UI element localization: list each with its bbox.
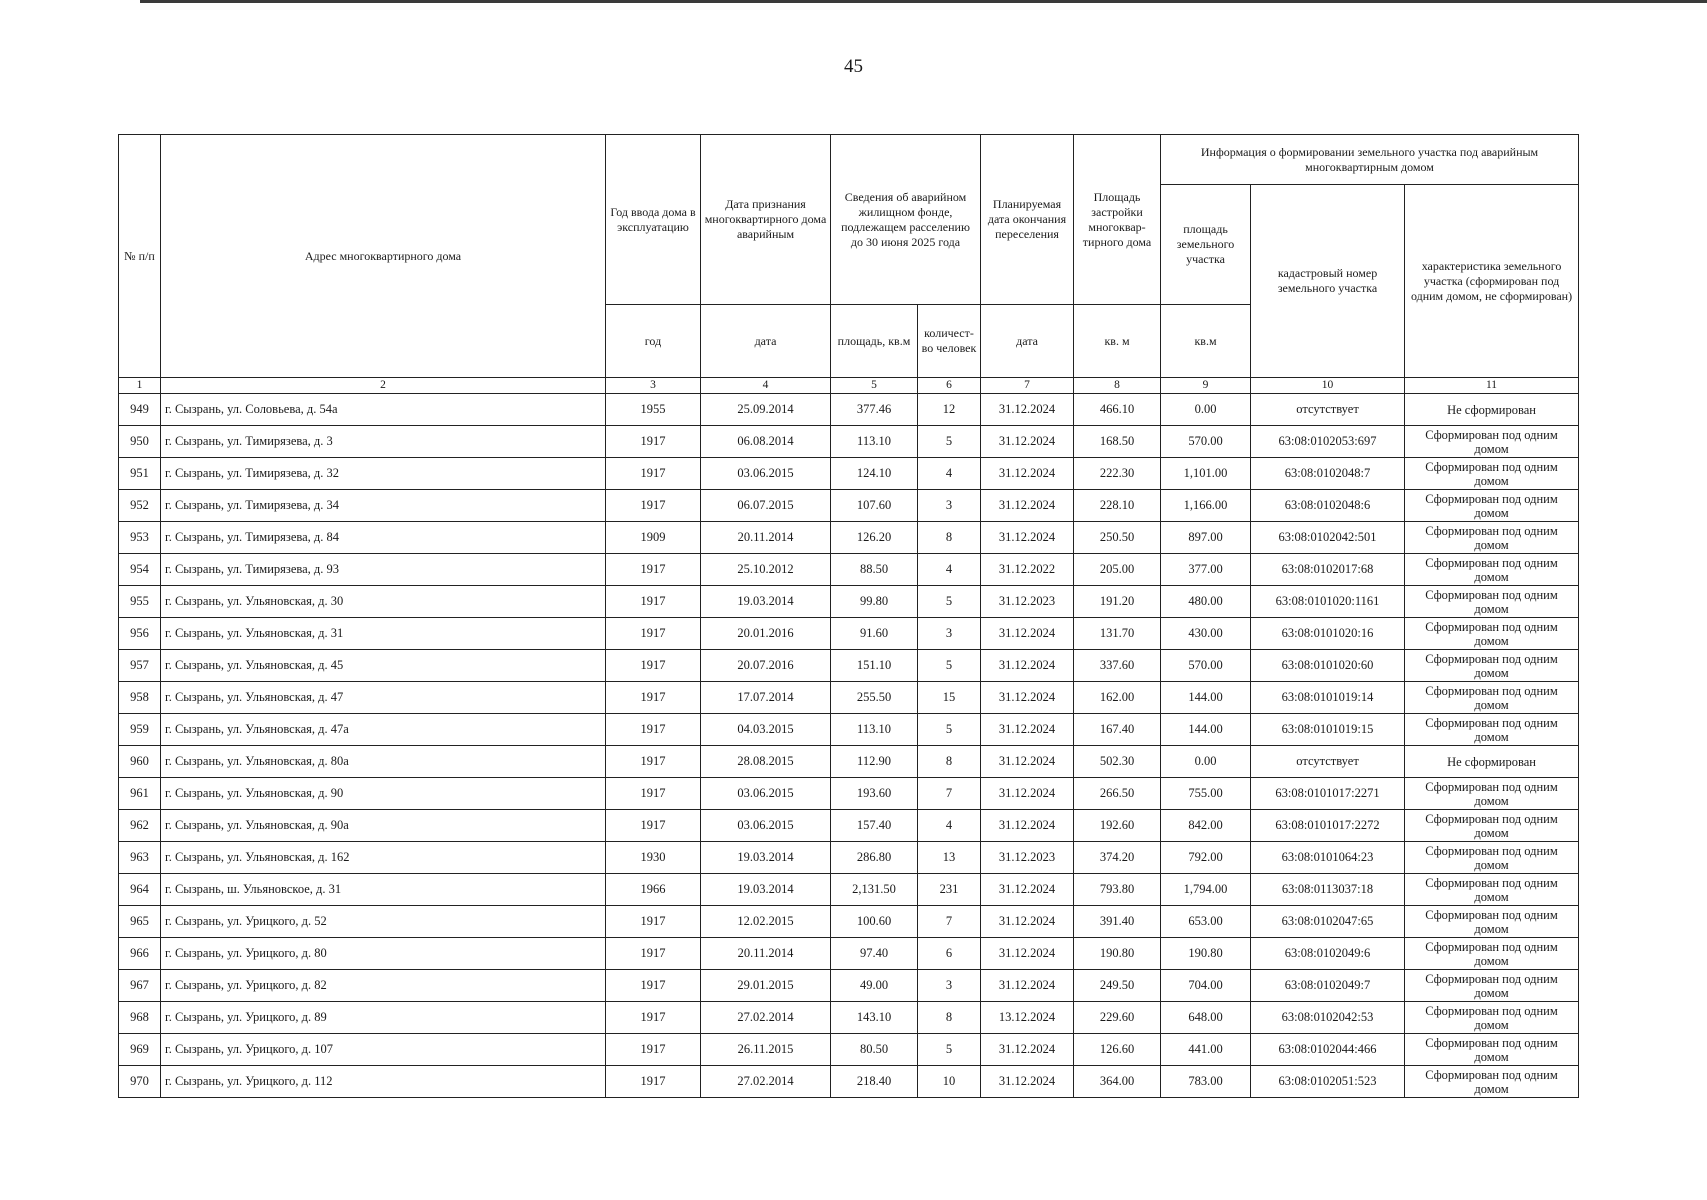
row-emergency-area: 255.50 [831, 682, 918, 714]
row-date-recognized: 20.11.2014 [701, 938, 831, 970]
table-header [119, 135, 1579, 394]
row-emergency-area: 2,131.50 [831, 874, 918, 906]
row-land-area: 0.00 [1161, 394, 1251, 426]
row-land-characteristic: Сформирован под одним домом [1405, 714, 1579, 746]
column-number: 4 [701, 378, 831, 394]
row-people-count: 5 [918, 426, 981, 458]
header-address: Адрес многоквартирного дома [161, 135, 606, 378]
emergency-housing-table [118, 134, 1579, 1098]
row-land-characteristic: Сформирован под одним домом [1405, 1002, 1579, 1034]
row-year: 1917 [606, 586, 701, 618]
row-address: г. Сызрань, ул. Ульяновская, д. 162 [161, 842, 606, 874]
table-row [119, 1034, 1579, 1066]
row-land-area: 755.00 [1161, 778, 1251, 810]
table-row [119, 778, 1579, 810]
row-number: 956 [119, 618, 161, 650]
table-row [119, 458, 1579, 490]
row-address: г. Сызрань, ул. Урицкого, д. 107 [161, 1034, 606, 1066]
row-people-count: 10 [918, 1066, 981, 1098]
row-land-area: 704.00 [1161, 970, 1251, 1002]
row-land-area: 792.00 [1161, 842, 1251, 874]
row-building-area: 229.60 [1074, 1002, 1161, 1034]
row-planned-date: 31.12.2022 [981, 554, 1074, 586]
row-emergency-area: 126.20 [831, 522, 918, 554]
row-building-area: 205.00 [1074, 554, 1161, 586]
row-address: г. Сызрань, ул. Ульяновская, д. 31 [161, 618, 606, 650]
row-land-characteristic: Сформирован под одним домом [1405, 522, 1579, 554]
row-year: 1909 [606, 522, 701, 554]
row-land-characteristic: Сформирован под одним домом [1405, 426, 1579, 458]
column-number: 11 [1405, 378, 1579, 394]
row-address: г. Сызрань, ул. Ульяновская, д. 90а [161, 810, 606, 842]
row-date-recognized: 04.03.2015 [701, 714, 831, 746]
row-planned-date: 31.12.2024 [981, 746, 1074, 778]
row-emergency-area: 113.10 [831, 714, 918, 746]
row-land-area: 570.00 [1161, 650, 1251, 682]
row-year: 1917 [606, 906, 701, 938]
row-emergency-area: 49.00 [831, 970, 918, 1002]
row-year: 1917 [606, 1066, 701, 1098]
row-number: 960 [119, 746, 161, 778]
row-year: 1917 [606, 682, 701, 714]
row-people-count: 8 [918, 746, 981, 778]
table-row [119, 746, 1579, 778]
row-year: 1917 [606, 554, 701, 586]
row-year: 1966 [606, 874, 701, 906]
row-address: г. Сызрань, ул. Урицкого, д. 89 [161, 1002, 606, 1034]
scan-top-edge [140, 0, 1707, 3]
row-date-recognized: 03.06.2015 [701, 458, 831, 490]
table-row [119, 618, 1579, 650]
row-building-area: 191.20 [1074, 586, 1161, 618]
row-year: 1917 [606, 938, 701, 970]
row-emergency-area: 100.60 [831, 906, 918, 938]
row-year: 1917 [606, 618, 701, 650]
unit-people: количест-во человек [918, 305, 981, 378]
row-year: 1917 [606, 1002, 701, 1034]
unit-sqm-land: кв.м [1161, 305, 1251, 378]
row-year: 1917 [606, 650, 701, 682]
row-number: 970 [119, 1066, 161, 1098]
row-year: 1917 [606, 714, 701, 746]
row-people-count: 6 [918, 938, 981, 970]
row-land-characteristic: Сформирован под одним домом [1405, 554, 1579, 586]
row-cadastral-number: 63:08:0102017:68 [1251, 554, 1405, 586]
row-number: 959 [119, 714, 161, 746]
table-row [119, 554, 1579, 586]
row-cadastral-number: 63:08:0102048:7 [1251, 458, 1405, 490]
row-emergency-area: 91.60 [831, 618, 918, 650]
row-land-area: 1,101.00 [1161, 458, 1251, 490]
row-address: г. Сызрань, ул. Ульяновская, д. 45 [161, 650, 606, 682]
row-number: 954 [119, 554, 161, 586]
row-planned-date: 31.12.2023 [981, 842, 1074, 874]
row-emergency-area: 143.10 [831, 1002, 918, 1034]
row-building-area: 131.70 [1074, 618, 1161, 650]
row-address: г. Сызрань, ул. Тимирязева, д. 3 [161, 426, 606, 458]
table-row [119, 490, 1579, 522]
row-date-recognized: 28.08.2015 [701, 746, 831, 778]
row-cadastral-number: 63:08:0102049:6 [1251, 938, 1405, 970]
header-planned-date: Планируемая дата окончания переселения [981, 135, 1074, 305]
row-land-characteristic: Сформирован под одним домом [1405, 778, 1579, 810]
table-row [119, 842, 1579, 874]
row-number: 967 [119, 970, 161, 1002]
header-num: № п/п [119, 135, 161, 378]
row-planned-date: 31.12.2024 [981, 682, 1074, 714]
row-people-count: 231 [918, 874, 981, 906]
row-building-area: 250.50 [1074, 522, 1161, 554]
row-planned-date: 31.12.2024 [981, 426, 1074, 458]
row-address: г. Сызрань, ул. Ульяновская, д. 47а [161, 714, 606, 746]
row-year: 1955 [606, 394, 701, 426]
row-people-count: 8 [918, 1002, 981, 1034]
row-date-recognized: 20.11.2014 [701, 522, 831, 554]
table-row [119, 586, 1579, 618]
row-cadastral-number: 63:08:0101020:1161 [1251, 586, 1405, 618]
header-year-in: Год ввода дома в эксплуатацию [606, 135, 701, 305]
table-row [119, 650, 1579, 682]
row-land-area: 648.00 [1161, 1002, 1251, 1034]
row-number: 952 [119, 490, 161, 522]
unit-date: дата [701, 305, 831, 378]
row-number: 968 [119, 1002, 161, 1034]
row-cadastral-number: 63:08:0102053:697 [1251, 426, 1405, 458]
row-date-recognized: 12.02.2015 [701, 906, 831, 938]
row-planned-date: 31.12.2024 [981, 874, 1074, 906]
row-people-count: 5 [918, 1034, 981, 1066]
row-people-count: 3 [918, 970, 981, 1002]
row-address: г. Сызрань, ул. Ульяновская, д. 90 [161, 778, 606, 810]
row-cadastral-number: 63:08:0102051:523 [1251, 1066, 1405, 1098]
row-date-recognized: 03.06.2015 [701, 810, 831, 842]
row-date-recognized: 25.09.2014 [701, 394, 831, 426]
table-row [119, 874, 1579, 906]
row-cadastral-number: 63:08:0101017:2271 [1251, 778, 1405, 810]
row-cadastral-number: 63:08:0102047:65 [1251, 906, 1405, 938]
header-land-char: характеристика земельного участка (сформирован под одним домом, не сформирован) [1405, 185, 1579, 378]
row-emergency-area: 286.80 [831, 842, 918, 874]
column-number: 7 [981, 378, 1074, 394]
row-date-recognized: 27.02.2014 [701, 1066, 831, 1098]
column-number: 10 [1251, 378, 1405, 394]
row-building-area: 126.60 [1074, 1034, 1161, 1066]
row-building-area: 228.10 [1074, 490, 1161, 522]
row-building-area: 391.40 [1074, 906, 1161, 938]
row-cadastral-number: 63:08:0101019:15 [1251, 714, 1405, 746]
row-people-count: 5 [918, 650, 981, 682]
row-date-recognized: 29.01.2015 [701, 970, 831, 1002]
column-number: 1 [119, 378, 161, 394]
row-number: 965 [119, 906, 161, 938]
row-planned-date: 31.12.2023 [981, 586, 1074, 618]
row-planned-date: 31.12.2024 [981, 522, 1074, 554]
row-emergency-area: 193.60 [831, 778, 918, 810]
row-building-area: 466.10 [1074, 394, 1161, 426]
row-address: г. Сызрань, ул. Тимирязева, д. 34 [161, 490, 606, 522]
row-planned-date: 31.12.2024 [981, 714, 1074, 746]
row-cadastral-number: 63:08:0102044:466 [1251, 1034, 1405, 1066]
row-year: 1917 [606, 458, 701, 490]
table-body [119, 394, 1579, 1098]
row-address: г. Сызрань, ул. Урицкого, д. 112 [161, 1066, 606, 1098]
row-planned-date: 31.12.2024 [981, 970, 1074, 1002]
row-number: 961 [119, 778, 161, 810]
row-land-area: 144.00 [1161, 682, 1251, 714]
column-number: 3 [606, 378, 701, 394]
column-number: 8 [1074, 378, 1161, 394]
row-planned-date: 31.12.2024 [981, 906, 1074, 938]
row-planned-date: 31.12.2024 [981, 1034, 1074, 1066]
row-emergency-area: 107.60 [831, 490, 918, 522]
row-year: 1917 [606, 778, 701, 810]
row-date-recognized: 27.02.2014 [701, 1002, 831, 1034]
table-row [119, 682, 1579, 714]
row-land-area: 842.00 [1161, 810, 1251, 842]
table-row [119, 1066, 1579, 1098]
row-address: г. Сызрань, ул. Ульяновская, д. 47 [161, 682, 606, 714]
row-date-recognized: 06.07.2015 [701, 490, 831, 522]
row-land-area: 570.00 [1161, 426, 1251, 458]
row-land-characteristic: Не сформирован [1405, 394, 1579, 426]
row-number: 962 [119, 810, 161, 842]
row-planned-date: 31.12.2024 [981, 394, 1074, 426]
row-cadastral-number: отсутствует [1251, 394, 1405, 426]
column-number: 6 [918, 378, 981, 394]
row-people-count: 5 [918, 586, 981, 618]
row-cadastral-number: 63:08:0102049:7 [1251, 970, 1405, 1002]
row-cadastral-number: 63:08:0101017:2272 [1251, 810, 1405, 842]
row-number: 964 [119, 874, 161, 906]
row-cadastral-number: 63:08:0102042:53 [1251, 1002, 1405, 1034]
row-emergency-area: 157.40 [831, 810, 918, 842]
row-number: 955 [119, 586, 161, 618]
row-emergency-area: 151.10 [831, 650, 918, 682]
row-address: г. Сызрань, ул. Тимирязева, д. 84 [161, 522, 606, 554]
row-land-characteristic: Сформирован под одним домом [1405, 650, 1579, 682]
row-number: 958 [119, 682, 161, 714]
row-address: г. Сызрань, ул. Соловьева, д. 54а [161, 394, 606, 426]
column-number: 5 [831, 378, 918, 394]
row-building-area: 249.50 [1074, 970, 1161, 1002]
row-building-area: 167.40 [1074, 714, 1161, 746]
row-land-area: 1,794.00 [1161, 874, 1251, 906]
row-cadastral-number: 63:08:0101019:14 [1251, 682, 1405, 714]
unit-year: год [606, 305, 701, 378]
row-date-recognized: 19.03.2014 [701, 842, 831, 874]
row-land-area: 441.00 [1161, 1034, 1251, 1066]
row-emergency-area: 88.50 [831, 554, 918, 586]
row-people-count: 8 [918, 522, 981, 554]
row-land-characteristic: Сформирован под одним домом [1405, 1066, 1579, 1098]
row-land-area: 144.00 [1161, 714, 1251, 746]
table-row [119, 394, 1579, 426]
table-row [119, 970, 1579, 1002]
row-year: 1917 [606, 426, 701, 458]
row-address: г. Сызрань, ул. Урицкого, д. 80 [161, 938, 606, 970]
row-emergency-area: 377.46 [831, 394, 918, 426]
row-building-area: 168.50 [1074, 426, 1161, 458]
header-cadastral: кадастровый номер земельного участка [1251, 185, 1405, 378]
row-year: 1917 [606, 490, 701, 522]
row-land-characteristic: Сформирован под одним домом [1405, 810, 1579, 842]
row-land-characteristic: Сформирован под одним домом [1405, 682, 1579, 714]
row-planned-date: 31.12.2024 [981, 490, 1074, 522]
table-row [119, 810, 1579, 842]
table-row [119, 714, 1579, 746]
row-land-area: 1,166.00 [1161, 490, 1251, 522]
table-row [119, 1002, 1579, 1034]
row-planned-date: 13.12.2024 [981, 1002, 1074, 1034]
row-address: г. Сызрань, ул. Ульяновская, д. 80а [161, 746, 606, 778]
row-date-recognized: 20.07.2016 [701, 650, 831, 682]
row-emergency-area: 124.10 [831, 458, 918, 490]
row-address: г. Сызрань, ул. Урицкого, д. 82 [161, 970, 606, 1002]
row-number: 957 [119, 650, 161, 682]
row-date-recognized: 19.03.2014 [701, 874, 831, 906]
row-cadastral-number: 63:08:0113037:18 [1251, 874, 1405, 906]
row-address: г. Сызрань, ул. Тимирязева, д. 32 [161, 458, 606, 490]
row-address: г. Сызрань, ш. Ульяновское, д. 31 [161, 874, 606, 906]
row-people-count: 13 [918, 842, 981, 874]
row-land-area: 897.00 [1161, 522, 1251, 554]
row-land-area: 0.00 [1161, 746, 1251, 778]
row-number: 949 [119, 394, 161, 426]
header-land-info: Информация о формировании земельного участка под аварийным многоквартирным домом [1161, 135, 1579, 185]
row-planned-date: 31.12.2024 [981, 1066, 1074, 1098]
row-building-area: 222.30 [1074, 458, 1161, 490]
table-row [119, 426, 1579, 458]
row-cadastral-number: 63:08:0101020:16 [1251, 618, 1405, 650]
row-address: г. Сызрань, ул. Ульяновская, д. 30 [161, 586, 606, 618]
row-number: 951 [119, 458, 161, 490]
row-date-recognized: 25.10.2012 [701, 554, 831, 586]
header-date-recognized: Дата признания многоквартирного дома аварийным [701, 135, 831, 305]
column-number: 9 [1161, 378, 1251, 394]
table-row [119, 938, 1579, 970]
row-address: г. Сызрань, ул. Урицкого, д. 52 [161, 906, 606, 938]
row-cadastral-number: отсутствует [1251, 746, 1405, 778]
row-year: 1930 [606, 842, 701, 874]
row-planned-date: 31.12.2024 [981, 650, 1074, 682]
row-number: 953 [119, 522, 161, 554]
row-planned-date: 31.12.2024 [981, 458, 1074, 490]
table-row [119, 906, 1579, 938]
unit-area: площадь, кв.м [831, 305, 918, 378]
row-planned-date: 31.12.2024 [981, 778, 1074, 810]
header-land-area: площадь земельного участка [1161, 185, 1251, 305]
row-people-count: 12 [918, 394, 981, 426]
row-building-area: 337.60 [1074, 650, 1161, 682]
header-building-area: Площадь застройки многоквар-тирного дома [1074, 135, 1161, 305]
row-land-area: 377.00 [1161, 554, 1251, 586]
row-number: 969 [119, 1034, 161, 1066]
row-building-area: 374.20 [1074, 842, 1161, 874]
row-people-count: 5 [918, 714, 981, 746]
row-planned-date: 31.12.2024 [981, 618, 1074, 650]
unit-date-planned: дата [981, 305, 1074, 378]
row-address: г. Сызрань, ул. Тимирязева, д. 93 [161, 554, 606, 586]
row-land-characteristic: Сформирован под одним домом [1405, 490, 1579, 522]
row-land-characteristic: Сформирован под одним домом [1405, 842, 1579, 874]
row-emergency-area: 113.10 [831, 426, 918, 458]
row-land-area: 653.00 [1161, 906, 1251, 938]
row-cadastral-number: 63:08:0101020:60 [1251, 650, 1405, 682]
row-building-area: 364.00 [1074, 1066, 1161, 1098]
row-year: 1917 [606, 970, 701, 1002]
row-number: 966 [119, 938, 161, 970]
row-planned-date: 31.12.2024 [981, 938, 1074, 970]
row-land-characteristic: Не сформирован [1405, 746, 1579, 778]
unit-sqm: кв. м [1074, 305, 1161, 378]
row-cadastral-number: 63:08:0102048:6 [1251, 490, 1405, 522]
row-emergency-area: 80.50 [831, 1034, 918, 1066]
row-people-count: 4 [918, 458, 981, 490]
row-building-area: 192.60 [1074, 810, 1161, 842]
row-land-characteristic: Сформирован под одним домом [1405, 938, 1579, 970]
row-people-count: 7 [918, 906, 981, 938]
row-emergency-area: 99.80 [831, 586, 918, 618]
column-number-row [119, 378, 1579, 394]
row-land-area: 190.80 [1161, 938, 1251, 970]
row-people-count: 4 [918, 810, 981, 842]
page-number: 45 [844, 56, 863, 77]
row-people-count: 4 [918, 554, 981, 586]
row-land-area: 783.00 [1161, 1066, 1251, 1098]
row-cadastral-number: 63:08:0102042:501 [1251, 522, 1405, 554]
row-building-area: 502.30 [1074, 746, 1161, 778]
row-number: 950 [119, 426, 161, 458]
row-land-characteristic: Сформирован под одним домом [1405, 906, 1579, 938]
row-cadastral-number: 63:08:0101064:23 [1251, 842, 1405, 874]
row-land-area: 480.00 [1161, 586, 1251, 618]
row-number: 963 [119, 842, 161, 874]
row-date-recognized: 26.11.2015 [701, 1034, 831, 1066]
row-date-recognized: 17.07.2014 [701, 682, 831, 714]
row-date-recognized: 20.01.2016 [701, 618, 831, 650]
row-land-characteristic: Сформирован под одним домом [1405, 618, 1579, 650]
row-date-recognized: 03.06.2015 [701, 778, 831, 810]
row-emergency-area: 112.90 [831, 746, 918, 778]
row-land-characteristic: Сформирован под одним домом [1405, 874, 1579, 906]
row-building-area: 162.00 [1074, 682, 1161, 714]
row-date-recognized: 06.08.2014 [701, 426, 831, 458]
row-emergency-area: 218.40 [831, 1066, 918, 1098]
row-land-area: 430.00 [1161, 618, 1251, 650]
row-building-area: 190.80 [1074, 938, 1161, 970]
row-land-characteristic: Сформирован под одним домом [1405, 458, 1579, 490]
row-year: 1917 [606, 746, 701, 778]
table-row [119, 522, 1579, 554]
row-people-count: 15 [918, 682, 981, 714]
row-land-characteristic: Сформирован под одним домом [1405, 1034, 1579, 1066]
row-land-characteristic: Сформирован под одним домом [1405, 586, 1579, 618]
row-date-recognized: 19.03.2014 [701, 586, 831, 618]
row-people-count: 3 [918, 618, 981, 650]
header-emergency-info: Сведения об аварийном жилищном фонде, подлежащем расселению до 30 июня 2025 года [831, 135, 981, 305]
row-building-area: 793.80 [1074, 874, 1161, 906]
row-land-characteristic: Сформирован под одним домом [1405, 970, 1579, 1002]
row-emergency-area: 97.40 [831, 938, 918, 970]
row-planned-date: 31.12.2024 [981, 810, 1074, 842]
row-year: 1917 [606, 810, 701, 842]
row-people-count: 7 [918, 778, 981, 810]
row-building-area: 266.50 [1074, 778, 1161, 810]
row-year: 1917 [606, 1034, 701, 1066]
column-number: 2 [161, 378, 606, 394]
row-people-count: 3 [918, 490, 981, 522]
